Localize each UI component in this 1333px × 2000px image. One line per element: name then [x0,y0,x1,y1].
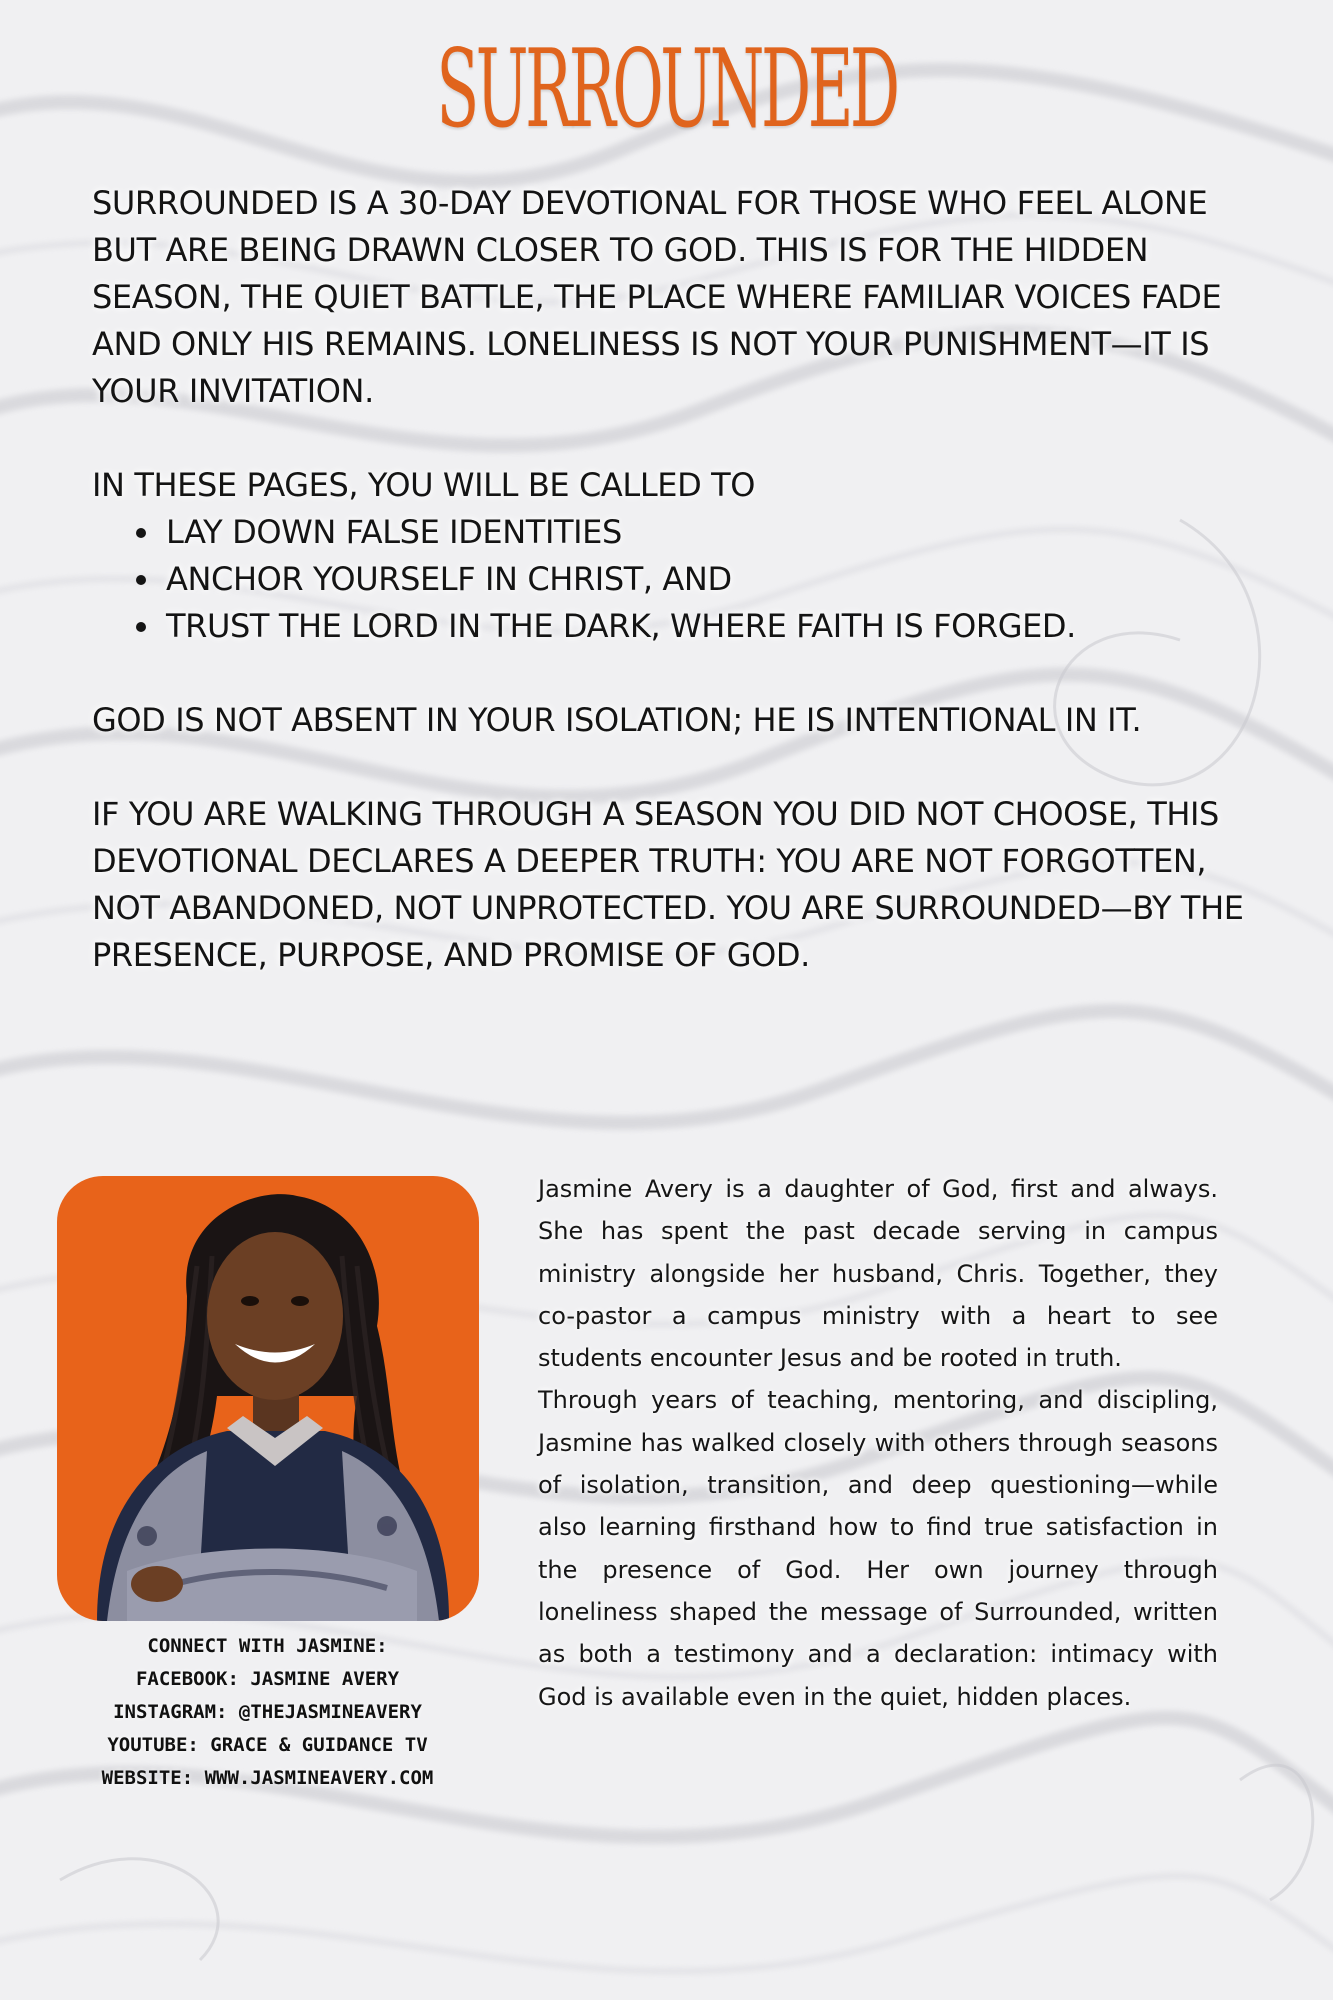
author-portrait-icon [57,1176,479,1621]
author-bio [538,1168,1218,1718]
website-link[interactable]: WEBSITE: WWW.JASMINEAVERY.COM [101,1767,434,1789]
calling-list [92,509,1252,650]
list-item: ANCHOR YOURSELF IN CHRIST, AND [136,556,1252,603]
author-photo [57,1176,479,1621]
facebook-link[interactable]: FACEBOOK: JASMINE AVERY [135,1668,400,1690]
list-item: TRUST THE LORD IN THE DARK, WHERE FAITH IS FORGED. [136,603,1252,650]
bio-paragraph-2: Through years of teaching, mentoring, and discipling, Jasmine has walked closely with others through seasons of isolation, transition, and deep questioning—while also learning firsthand how to find true satisfaction in the presence of God. Her own journey through loneliness shaped the message of Surrounded, written as both a testimony and a declaration: intimacy with God is available even in the quiet, hidden places. [538,1386,1218,1711]
devotional-description [92,180,1252,979]
page-title: SURROUNDED [436,27,897,152]
youtube-link[interactable]: YOUTUBE: GRACE & GUIDANCE TV [107,1734,428,1756]
list-item: LAY DOWN FALSE IDENTITIES [136,509,1252,556]
connect-info [40,1630,495,1795]
intro-paragraph: SURROUNDED IS A 30-DAY DEVOTIONAL FOR THOSE WHO FEEL ALONE BUT ARE BEING DRAWN CLOSER TO GOD. THIS IS FOR THE HIDDEN SEASON, THE QUIET BATTLE, THE PLACE WHERE FAMILIAR VOICES FADE AND ONLY HIS REMAINS. LONELINESS IS NOT YOUR PUNISHMENT—IT IS YOUR INVITATION. [92,184,1222,410]
connect-heading: CONNECT WITH JASMINE: [147,1635,388,1657]
closing-paragraph: IF YOU ARE WALKING THROUGH A SEASON YOU DID NOT CHOOSE, THIS DEVOTIONAL DECLARES A DEEPER TRUTH: YOU ARE NOT FORGOTTEN, NOT ABANDONED, NOT UNPROTECTED. YOU ARE SURROUNDED—BY THE PRESENCE, PURPOSE, AND PROMISE OF GOD. [92,795,1244,974]
statement-paragraph: GOD IS NOT ABSENT IN YOUR ISOLATION; HE IS INTENTIONAL IN IT. [92,701,1142,739]
instagram-link[interactable]: INSTAGRAM: @THEJASMINEAVERY [113,1701,422,1723]
bio-paragraph-1: Jasmine Avery is a daughter of God, first and always. She has spent the past decade serving in campus ministry alongside her husband, Chris. Together, they co-pastor a campus ministry with a heart to see students encounter Jesus and be rooted in truth. [538,1175,1218,1373]
list-intro: IN THESE PAGES, YOU WILL BE CALLED TO [92,466,756,504]
